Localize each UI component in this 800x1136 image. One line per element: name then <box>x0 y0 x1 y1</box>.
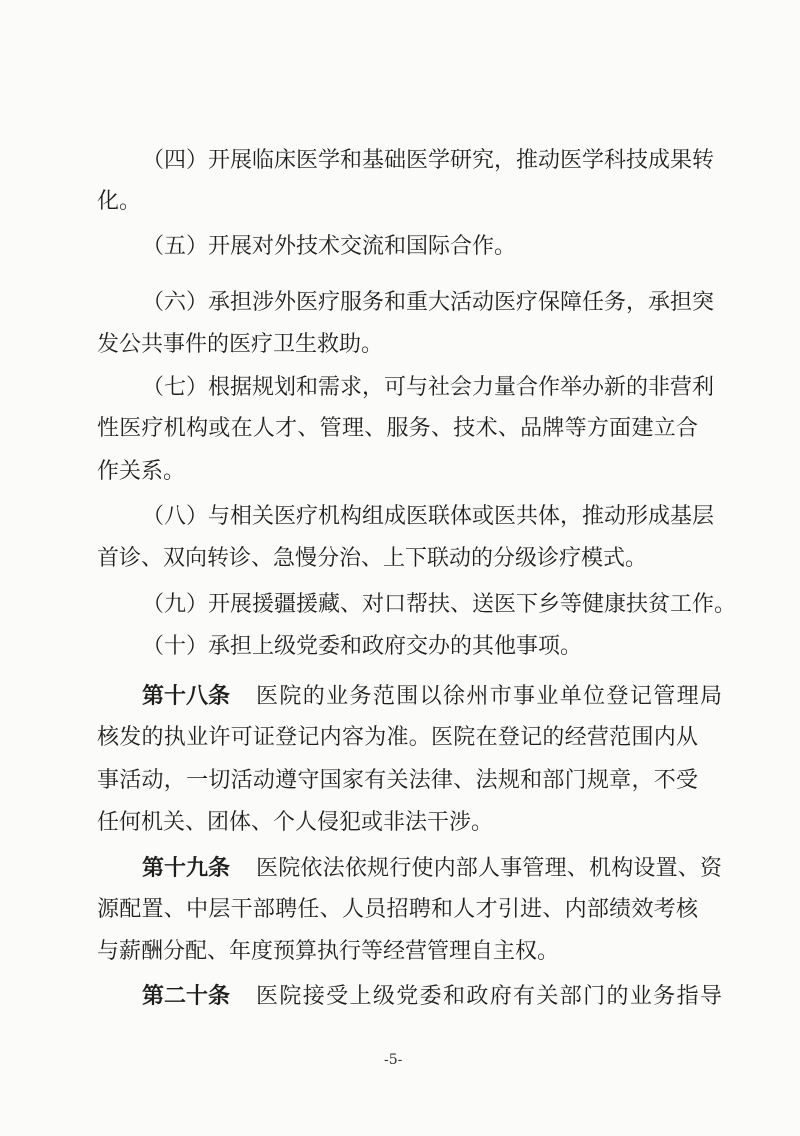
article-19-line-3: 与薪酬分配、年度预算执行等经营管理自主权。 <box>97 939 560 964</box>
item-4-line-2: 化。 <box>97 189 142 214</box>
article-20-heading: 第二十条 <box>142 983 231 1009</box>
article-18-line-2: 核发的执业许可证登记内容为准。医院在登记的经营范围内从 <box>97 725 698 750</box>
item-7-line-1: （七）根据规划和需求，可与社会力量合作举办新的非营利 <box>142 375 715 400</box>
article-20-line-1 <box>0 981 800 1012</box>
item-6-line-1: （六）承担涉外医疗服务和重大活动医疗保障任务，承担突 <box>142 290 715 315</box>
article-18-text: 医院的业务范围以徐州市事业单位登记管理局 <box>256 684 723 709</box>
item-7-line-2: 性医疗机构或在人才、管理、服务、技术、品牌等方面建立合 <box>97 416 698 441</box>
article-19-line-1 <box>0 853 800 884</box>
item-4-line-1: （四）开展临床医学和基础医学研究，推动医学科技成果转 <box>142 148 715 173</box>
article-19-heading: 第十九条 <box>142 855 231 881</box>
item-8-line-1: （八）与相关医疗机构组成医联体或医共体，推动形成基层 <box>142 504 715 529</box>
article-18-line-4: 任何机关、团体、个人侵犯或非法干涉。 <box>97 810 494 835</box>
item-8-line-2: 首诊、双向转诊、急慢分治、上下联动的分级诊疗模式。 <box>97 546 648 571</box>
page-number: -5- <box>384 1052 403 1068</box>
article-20-text: 医院接受上级党委和政府有关部门的业务指导 <box>256 984 723 1009</box>
article-18-line-3: 事活动，一切活动遵守国家有关法律、法规和部门规章，不受 <box>97 768 698 793</box>
article-18-heading: 第十八条 <box>142 683 231 709</box>
article-18-line-1 <box>0 681 800 712</box>
article-19-text: 医院依法依规行使内部人事管理、机构设置、资 <box>256 856 723 881</box>
item-6-line-2: 发公共事件的医疗卫生救助。 <box>97 332 384 357</box>
item-5-line-1: （五）开展对外技术交流和国际合作。 <box>142 234 517 259</box>
item-7-line-3: 作关系。 <box>97 459 186 484</box>
item-10-line-1: （十）承担上级党委和政府交办的其他事项。 <box>142 634 583 659</box>
item-9-line-1: （九）开展援疆援藏、对口帮扶、送医下乡等健康扶贫工作。 <box>142 592 737 617</box>
article-19-line-2: 源配置、中层干部聘任、人员招聘和人才引进、内部绩效考核 <box>97 897 698 922</box>
